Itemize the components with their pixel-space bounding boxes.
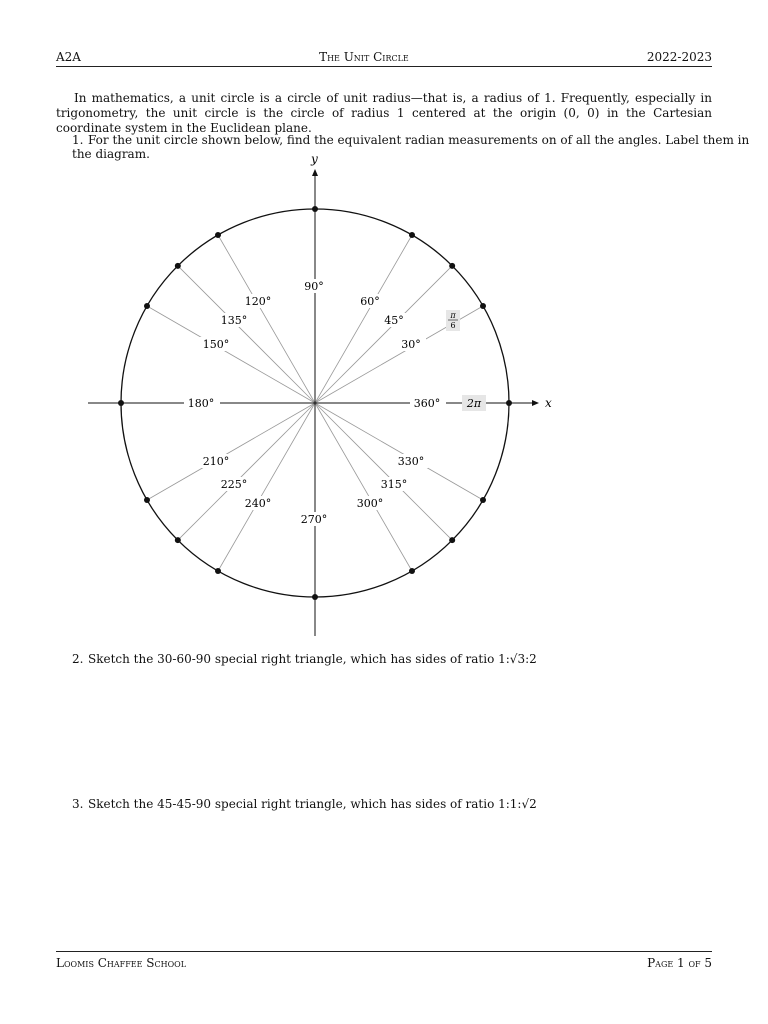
angle-label-30: 30° — [401, 338, 421, 351]
question-number: 1. — [72, 133, 84, 147]
x-axis-label: x — [545, 396, 552, 410]
intro-paragraph: In mathematics, a unit circle is a circle of unit radius—that is, a radius of 1. Frequently, especially in trigonometry, the unit circle is the circle of radius 1 centered at the origin (0, 0) in the Cartesian coordinate system in the Euclidean plane. — [56, 91, 712, 135]
question-text: For the unit circle shown below, find the equivalent radian measurements on of all the angles. Label them in the diagram. — [72, 133, 750, 161]
angle-point-180 — [118, 400, 124, 406]
angle-label-150: 150° — [202, 338, 230, 351]
angle-label-360: 360° — [413, 397, 441, 410]
angle-point-30 — [480, 303, 486, 309]
angle-point-330 — [480, 497, 486, 503]
angle-label-225: 225° — [220, 478, 248, 491]
angle-label-135: 135° — [220, 314, 248, 327]
page-footer — [56, 951, 712, 970]
radian-label-pi-over-6-numerator: π — [450, 311, 456, 320]
angle-ray-45 — [315, 266, 452, 403]
angle-point-300 — [409, 568, 415, 574]
angle-point-360 — [506, 400, 512, 406]
angle-ray-135 — [178, 266, 315, 403]
angle-point-270 — [312, 594, 318, 600]
radian-label-2pi: 2π — [466, 397, 482, 410]
course-code: A2A — [56, 50, 81, 64]
question-number: 2. — [72, 652, 84, 666]
angle-point-45 — [449, 263, 455, 269]
angle-point-120 — [215, 232, 221, 238]
angle-label-45: 45° — [384, 314, 404, 327]
angle-label-240: 240° — [244, 497, 272, 510]
angle-point-135 — [175, 263, 181, 269]
question-text: Sketch the 45-45-90 special right triangle, which has sides of ratio 1:1:√2 — [88, 797, 537, 811]
angle-label-60: 60° — [360, 295, 380, 308]
y-axis-label: y — [311, 152, 318, 166]
school-name: Loomis Chaffee School — [56, 956, 187, 970]
angle-ray-315 — [315, 403, 452, 540]
question-number: 3. — [72, 797, 84, 811]
angle-label-270: 270° — [300, 513, 328, 526]
angle-label-300: 300° — [356, 497, 384, 510]
school-year: 2022-2023 — [646, 50, 712, 64]
angle-label-120: 120° — [244, 295, 272, 308]
angle-point-210 — [144, 497, 150, 503]
angle-label-90: 90° — [304, 280, 324, 293]
angle-label-330: 330° — [397, 455, 425, 468]
angle-point-90 — [312, 206, 318, 212]
angle-label-180: 180° — [187, 397, 215, 410]
page-number: Page 1 of 5 — [647, 956, 712, 970]
radian-label-pi-over-6-denominator: 6 — [450, 321, 456, 330]
angle-ray-225 — [178, 403, 315, 540]
angle-point-225 — [175, 537, 181, 543]
angle-point-315 — [449, 537, 455, 543]
question-text: Sketch the 30-60-90 special right triangle, which has sides of ratio 1:√3:2 — [88, 652, 537, 666]
angle-label-315: 315° — [380, 478, 408, 491]
angle-point-240 — [215, 568, 221, 574]
document-title: The Unit Circle — [319, 50, 409, 64]
angle-label-210: 210° — [202, 455, 230, 468]
angle-point-150 — [144, 303, 150, 309]
angle-point-60 — [409, 232, 415, 238]
